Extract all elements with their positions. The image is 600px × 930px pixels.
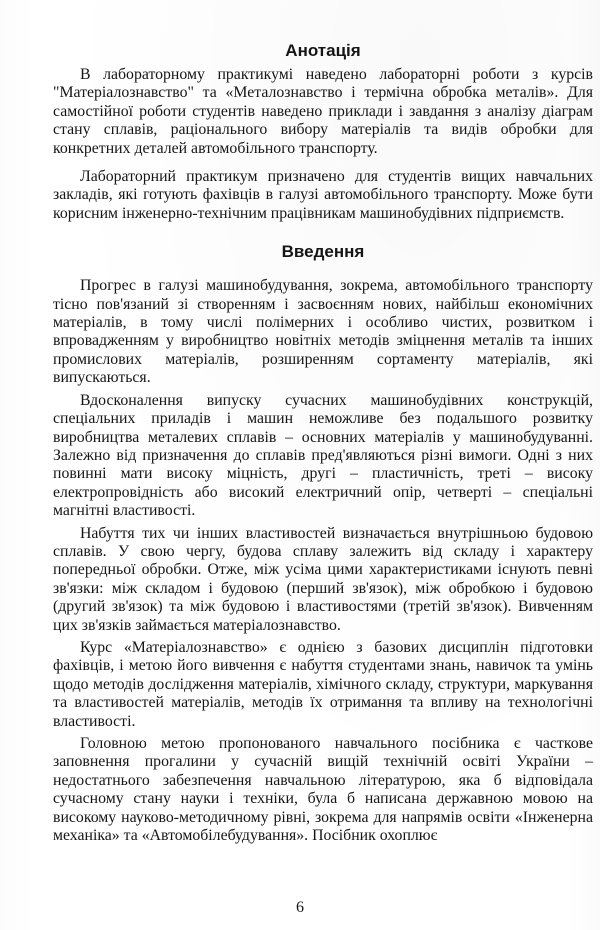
- page-number: 6: [296, 899, 304, 916]
- introduction-heading: Введення: [281, 242, 365, 262]
- annotation-paragraph: В лабораторному практикумі наведено лабораторні роботи з курсів "Матеріалознавство" та «Металознавство і термічна обробка металів». Для самостійної роботи студентів наведено приклади і завдання з аналізу діаграм стану сплавів, раціонального вибору матеріалів та видів обробки для конкретних деталей автомобільного транспорту.: [53, 66, 593, 157]
- introduction-paragraph: Набуття тих чи інших властивостей визначається внутрішньою будовою сплавів. У свою чергу, будова сплаву залежить від складу і характеру попередньої обробки. Отже, між усіма цими характеристиками існують певні зв'язки: між складом і будовою (перший зв'язок), між обробкою і будовою (другий зв'язок) та між будовою і властивостями (третій зв'язок). Вивченням цих зв'язків займається матеріалознавство.: [53, 524, 593, 634]
- introduction-paragraph: Курс «Матеріалознавство» є однією з базових дисциплін підготовки фахівців, і метою його вивчення є набуття студентами знань, навичок та умінь щодо методів дослідження матеріалів, хімічного складу, структури, маркування та властивостей матеріалів, методів їх отримання та впливу на технологічні властивості.: [53, 638, 593, 730]
- introduction-paragraph: Вдосконалення випуску сучасних машинобудівних конструкцій, спеціальних приладів і машин неможливе без подальшого розвитку виробництва металевих сплавів – основних матеріалів у машинобудуванні. Залежно від призначення до сплавів пред'являються різні вимоги. Одні з них повинні мати високу міцність, другі – пластичність, треті – високу електропровідність або високий електричний опір, четверті – спеціальні магнітні властивості.: [53, 391, 593, 520]
- annotation-heading: Анотація: [285, 41, 361, 60]
- annotation-section: [53, 40, 593, 223]
- page-content: [53, 40, 597, 845]
- annotation-paragraph: Лабораторний практикум призначено для студентів вищих навчальних закладів, які готують фахівців в галузі автомобільного транспорту. Може бути корисним інженерно-технічним працівникам машинобудівних підприємств.: [53, 168, 593, 222]
- introduction-paragraph: Прогрес в галузі машинобудування, зокрема, автомобільного транспорту тісно пов'язаний зі створенням і засвоєнням нових, найбільш економічних матеріалів, в тому числі полімерних і особливо чистих, розвитком і впровадженням у виробництво новітніх методів зміцнення металів та інших промислових матеріалів, розширенням сортаменту матеріалів, які випускаються.: [53, 277, 593, 387]
- introduction-paragraph: Головною метою пропонованого навчального посібника є часткове заповнення прогалини у сучасній вищій технічній освіті України – недостатнього забезпечення навчальною літературою, яка б відповідала сучасному стану науки і техніки, була б написана державною мовою на високому науково-методичному рівні, зокрема для напрямів освіти «Інженерна механіка» та «Автомобілебудування». Посібник охоплює: [53, 735, 593, 845]
- introduction-section: [53, 241, 593, 845]
